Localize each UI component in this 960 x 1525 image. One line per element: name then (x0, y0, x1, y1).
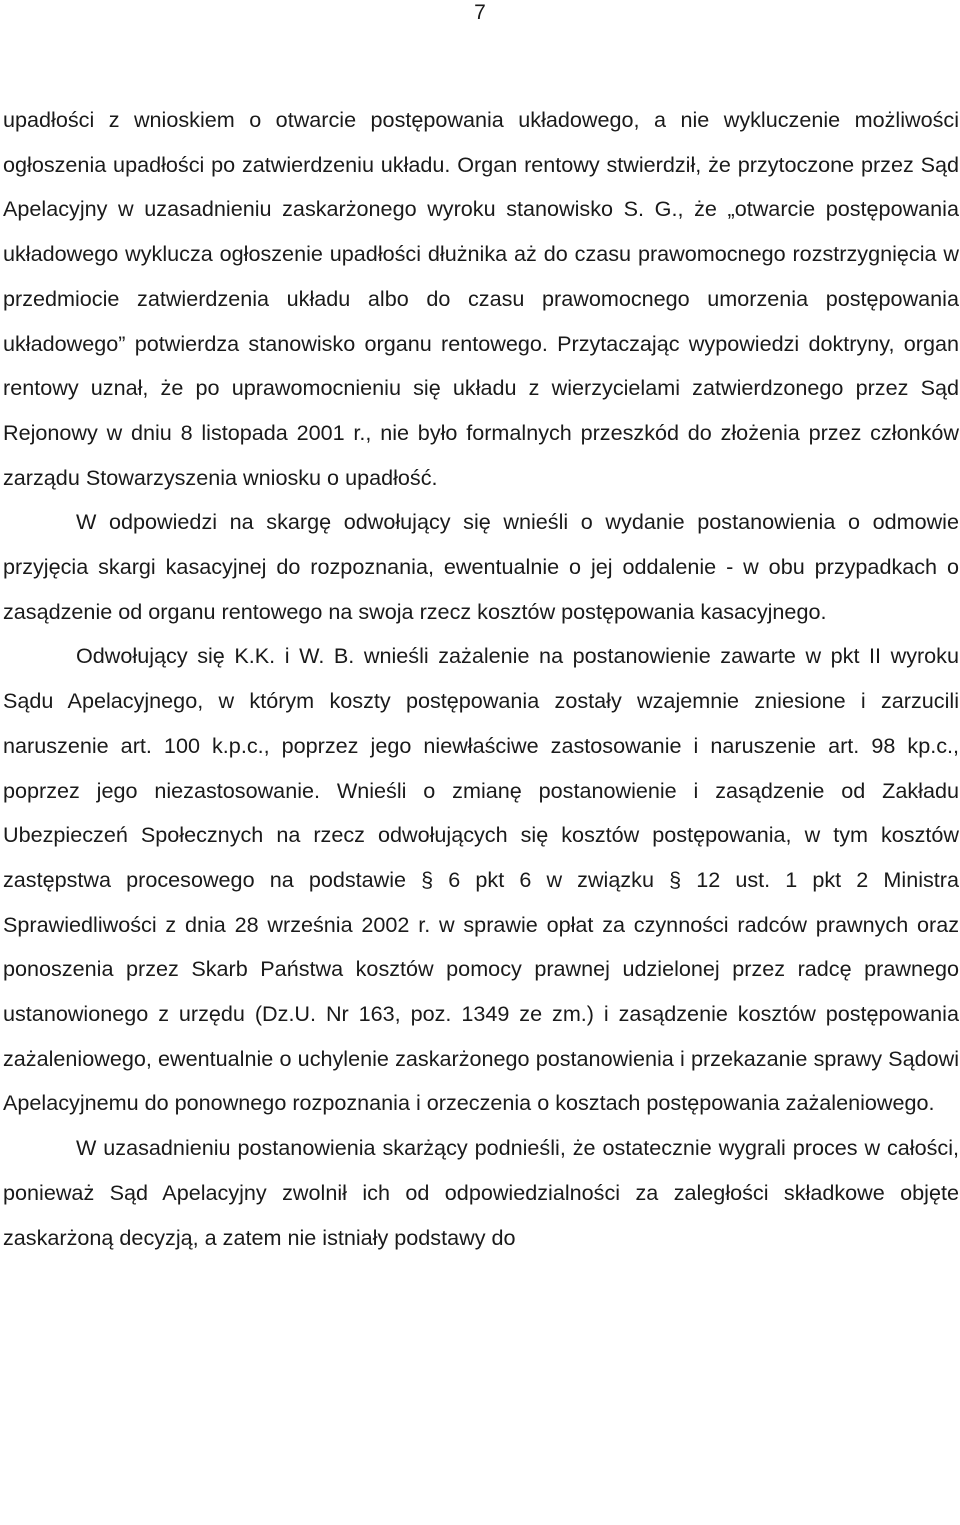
paragraph-1: upadłości z wnioskiem o otwarcie postępowania układowego, a nie wykluczenie możliwości ogłoszenia upadłości po zatwierdzeniu układu. Organ rentowy stwierdził, że przytoczone przez Sąd Apelacyjny w uzasadnieniu zaskarżonego wyroku stanowisko S. G., że „otwarcie postępowania układowego wyklucza ogłoszenie upadłości dłużnika aż do czasu prawomocnego rozstrzygnięcia w przedmiocie zatwierdzenia układu albo do czasu prawomocnego umorzenia postępowania układowego” potwierdza stanowisko organu rentowego. Przytaczając wypowiedzi doktryny, organ rentowy uznał, że po uprawomocnieniu się układu z wierzycielami zatwierdzonego przez Sąd Rejonowy w dniu 8 listopada 2001 r., nie było formalnych przeszkód do złożenia przez członków zarządu Stowarzyszenia wniosku o upadłość. (3, 107, 959, 490)
page-number: 7 (474, 1, 486, 24)
paragraph-2: W odpowiedzi na skargę odwołujący się wnieśli o wydanie postanowienia o odmowie przyjęcia skargi kasacyjnej do rozpoznania, ewentualnie o jej oddalenie - w obu przypadkach o zasądzenie od organu rentowego na swoja rzecz kosztów postępowania kasacyjnego. (3, 509, 959, 624)
document-body (3, 98, 959, 1260)
paragraph-3: Odwołujący się K.K. i W. B. wnieśli zażalenie na postanowienie zawarte w pkt II wyroku Sądu Apelacyjnego, w którym koszty postępowania zostały wzajemnie zniesione i zarzucili naruszenie art. 100 k.p.c., poprzez jego niewłaściwe zastosowanie i naruszenie art. 98 kp.c., poprzez jego niezastosowanie. Wnieśli o zmianę postanowienie i zasądzenie od Zakładu Ubezpieczeń Społecznych na rzecz odwołujących się kosztów postępowania, w tym kosztów zastępstwa procesowego na podstawie § 6 pkt 6 w związku § 12 ust. 1 pkt 2 Ministra Sprawiedliwości z dnia 28 września 2002 r. w sprawie opłat za czynności radców prawnych oraz ponoszenia przez Skarb Państwa kosztów pomocy prawnej udzielonej przez radcę prawnego ustanowionego z urzędu (Dz.U. Nr 163, poz. 1349 ze zm.) i zasądzenie kosztów postępowania zażaleniowego, ewentualnie o uchylenie zaskarżonego postanowienia i przekazanie sprawy Sądowi Apelacyjnemu do ponownego rozpoznania i orzeczenia o kosztach postępowania zażaleniowego. (3, 643, 959, 1116)
paragraph-4: W uzasadnieniu postanowienia skarżący podnieśli, że ostatecznie wygrali proces w całości, ponieważ Sąd Apelacyjny zwolnił ich od odpowiedzialności za zaległości składkowe objęte zaskarżoną decyzją, a zatem nie istniały podstawy do (3, 1135, 959, 1250)
